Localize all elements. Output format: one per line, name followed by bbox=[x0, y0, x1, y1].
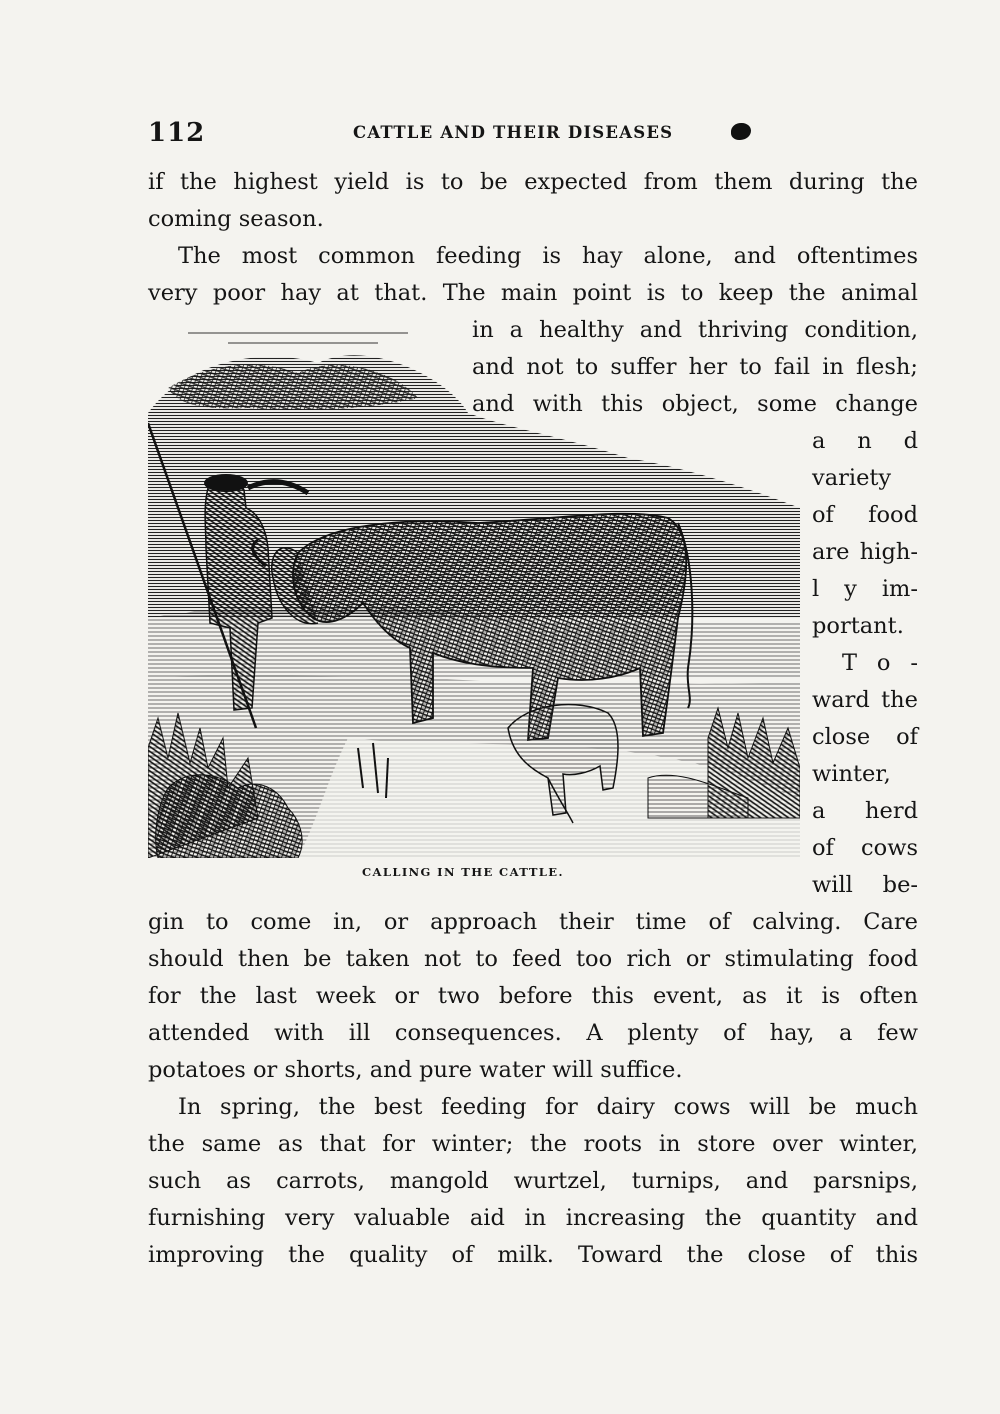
text-line: very poor hay at that. The main point is to keep the animal bbox=[148, 280, 918, 306]
text-line: in a healthy and thriving condition, bbox=[472, 317, 918, 343]
text-line: variety bbox=[812, 465, 892, 491]
text-line: attended with ill consequences. A plenty of hay, a few bbox=[148, 1020, 918, 1046]
text-line: such as carrots, mangold wurtzel, turnips, and parsnips, bbox=[148, 1168, 918, 1194]
text-line: should then be taken not to feed too rich or stimulating food bbox=[148, 946, 918, 972]
illustration-caption: CALLING IN THE CATTLE. bbox=[362, 865, 564, 879]
text-line: furnishing very valuable aid in increasing the quantity and bbox=[148, 1205, 918, 1231]
ink-blot bbox=[731, 123, 751, 140]
herdsman-hat bbox=[204, 474, 248, 492]
text-line: a n d bbox=[812, 428, 918, 454]
text-line: if the highest yield is to be expected from them during the bbox=[148, 169, 918, 195]
running-head: CATTLE AND THEIR DISEASES bbox=[353, 123, 674, 142]
text-line: are high- bbox=[812, 539, 918, 565]
text-line: the same as that for winter; the roots in store over winter, bbox=[148, 1131, 918, 1157]
text-line: ward the bbox=[812, 687, 918, 713]
text-line: for the last week or two before this event, as it is often bbox=[148, 983, 918, 1009]
text-line: winter, bbox=[812, 761, 891, 787]
text-line: of cows bbox=[812, 835, 918, 861]
text-line: close of bbox=[812, 724, 918, 750]
page-header bbox=[148, 118, 918, 148]
text-line: of food bbox=[812, 502, 918, 528]
text-line: l y im- bbox=[812, 576, 918, 602]
text-line: improving the quality of milk. Toward the close of this bbox=[148, 1242, 918, 1268]
text-line: potatoes or shorts, and pure water will suffice. bbox=[148, 1057, 683, 1083]
text-line: will be- bbox=[812, 872, 918, 898]
text-line: and not to suffer her to fail in flesh; bbox=[472, 354, 918, 380]
text-line: a herd bbox=[812, 798, 918, 824]
text-line: T o - bbox=[842, 650, 918, 676]
text-line: portant. bbox=[812, 613, 904, 639]
text-line: and with this object, some change bbox=[472, 391, 918, 417]
text-line: coming season. bbox=[148, 206, 324, 232]
text-line: In spring, the best feeding for dairy cows will be much bbox=[178, 1094, 918, 1120]
text-line: The most common feeding is hay alone, and oftentimes bbox=[178, 243, 918, 269]
engraving-illustration bbox=[148, 318, 800, 858]
text-line: gin to come in, or approach their time of calving. Care bbox=[148, 909, 918, 935]
page-number: 112 bbox=[148, 118, 206, 148]
